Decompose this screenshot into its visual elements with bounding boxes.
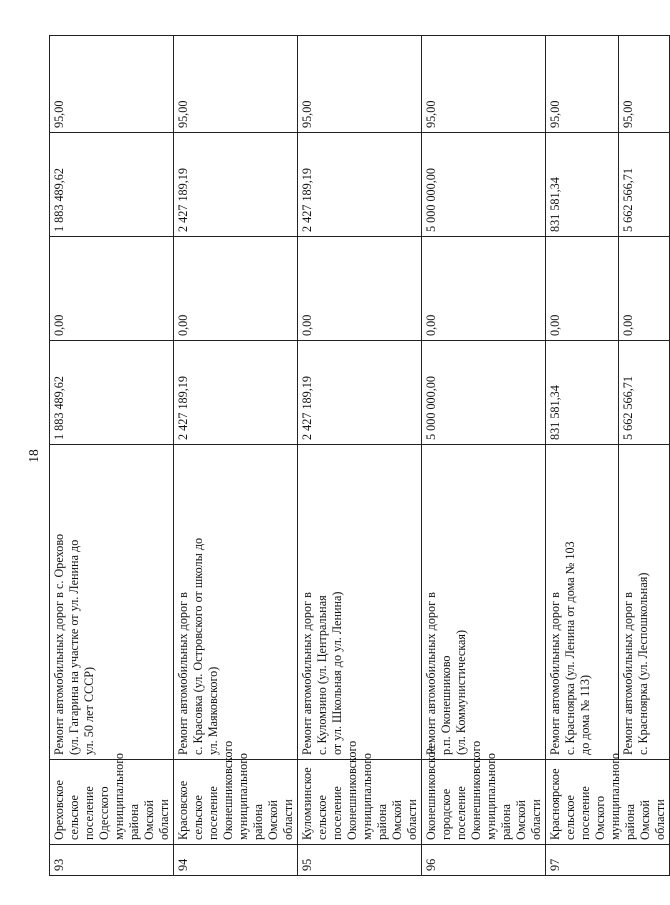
settlement-cell: Куломзинское сельское поселение Оконешниковского муниципального района Омской области	[298, 760, 422, 845]
percent-cell: 95,00	[298, 36, 422, 133]
settlement-cell: Красноярское сельское поселение Омского муниципального района Омской области	[546, 760, 670, 845]
row-number-cell: 95	[298, 845, 422, 876]
row-number-cell: 97	[546, 845, 670, 876]
amount-zero-cell: 0,00	[619, 237, 670, 341]
amount-zero-cell: 0,00	[422, 237, 546, 341]
amount-subsidy-cell: 1 883 489,62	[50, 133, 174, 237]
amount-total-cell: 5 000 000,00	[422, 341, 546, 445]
amount-total-cell: 1 883 489,62	[50, 341, 174, 445]
description-cell: Ремонт автомобильных дорог в с. Куломзино (ул. Центральная от ул. Школьная до ул. Ленина)	[298, 445, 422, 760]
percent-cell: 95,00	[50, 36, 174, 133]
amount-zero-cell: 0,00	[50, 237, 174, 341]
amount-zero-cell: 0,00	[546, 237, 619, 341]
page-number: 18	[26, 449, 41, 463]
amount-subsidy-cell: 831 581,34	[546, 133, 619, 237]
settlement-cell: Красовское сельское поселение Оконешниковского муниципального района Омской области	[174, 760, 298, 845]
table-row	[298, 36, 422, 876]
row-number-cell: 94	[174, 845, 298, 876]
rotated-table-container	[26, 36, 667, 876]
table-row	[619, 36, 670, 876]
description-cell: Ремонт автомобильных дорог в с. Красноярка (ул. Леспошкольная)	[619, 445, 670, 760]
percent-cell: 95,00	[174, 36, 298, 133]
amount-total-cell: 2 427 189,19	[298, 341, 422, 445]
table-row	[546, 36, 619, 876]
percent-cell: 95,00	[619, 36, 670, 133]
row-number-cell: 96	[422, 845, 546, 876]
amount-total-cell: 5 662 566,71	[619, 341, 670, 445]
table-row	[50, 36, 174, 876]
amount-subsidy-cell: 5 000 000,00	[422, 133, 546, 237]
subsidy-table	[49, 35, 670, 876]
amount-total-cell: 831 581,34	[546, 341, 619, 445]
settlement-cell: Оконешниковское городское поселение Оконешниковского муниципального района Омской области	[422, 760, 546, 845]
description-cell: Ремонт автомобильных дорог в р.п. Оконешниково (ул. Коммунистическая)	[422, 445, 546, 760]
amount-zero-cell: 0,00	[298, 237, 422, 341]
amount-subsidy-cell: 2 427 189,19	[298, 133, 422, 237]
description-cell: Ремонт автомобильных дорог в с. Красовка (ул. Островского от школы до ул. Маяковского)	[174, 445, 298, 760]
description-cell: Ремонт автомобильных дорог в с. Орехово (ул. Гагарина на участке от ул. Ленина до ул. 50 лет СССР)	[50, 445, 174, 760]
percent-cell: 95,00	[546, 36, 619, 133]
amount-zero-cell: 0,00	[174, 237, 298, 341]
table-row	[422, 36, 546, 876]
settlement-cell: Ореховское сельское поселение Одесского муниципального района Омской области	[50, 760, 174, 845]
amount-total-cell: 2 427 189,19	[174, 341, 298, 445]
percent-cell: 95,00	[422, 36, 546, 133]
row-number-cell: 93	[50, 845, 174, 876]
table-row	[174, 36, 298, 876]
amount-subsidy-cell: 5 662 566,71	[619, 133, 670, 237]
description-cell: Ремонт автомобильных дорог в с. Красноярка (ул. Ленина от дома № 103 до дома № 113)	[546, 445, 619, 760]
amount-subsidy-cell: 2 427 189,19	[174, 133, 298, 237]
